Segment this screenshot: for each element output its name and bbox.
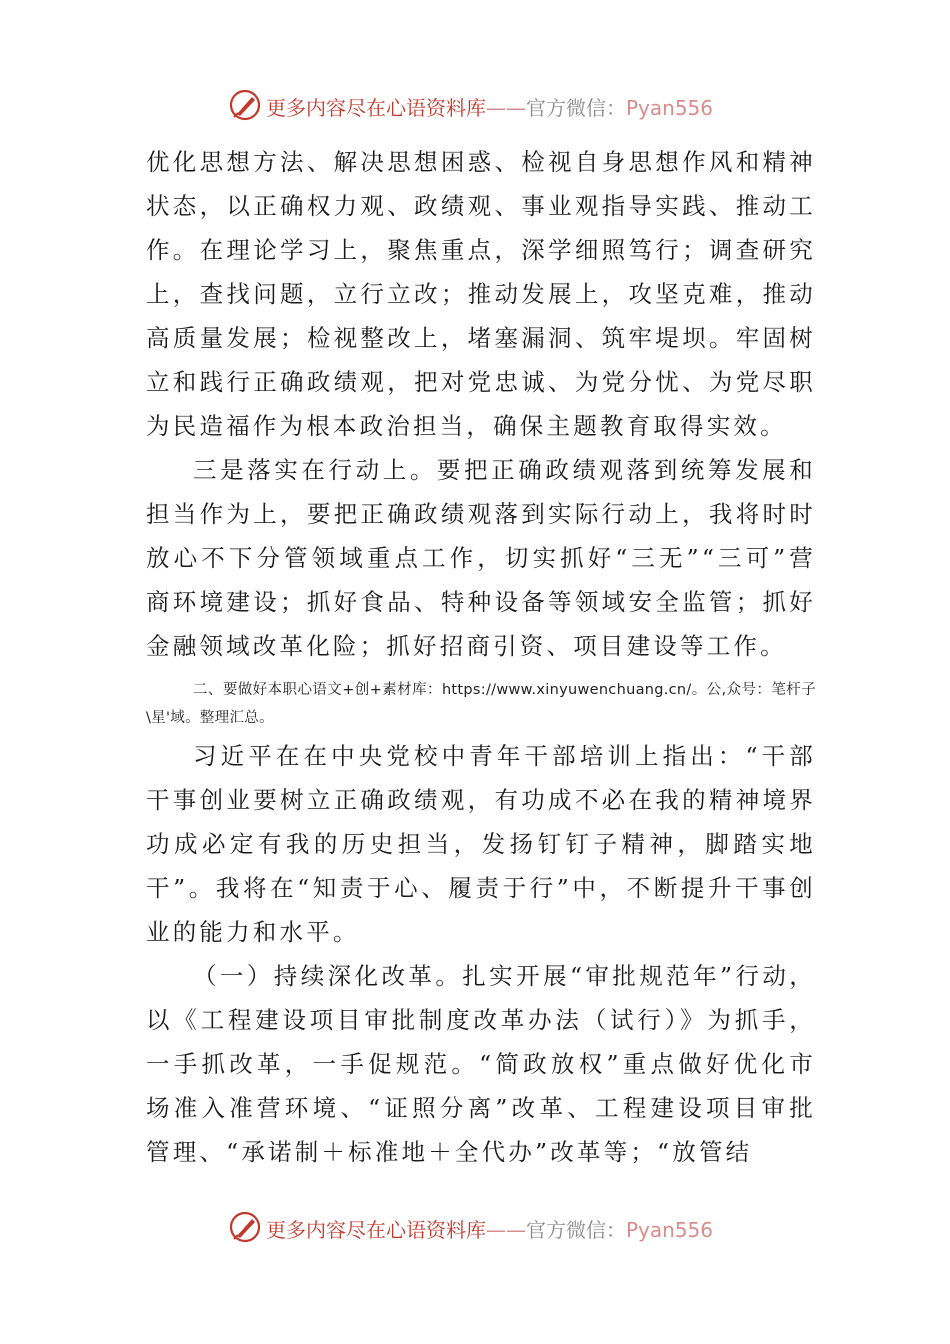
paragraph-4: （一）持续深化改革。扎实开展“审批规范年”行动，以《工程建设项目审批制度改革办法（试行）》为抓手，一手抓改革，一手促规范。“简政放权”重点做好优化市场准入准营环境、“证照分离”改革、工程建设项目审批管理、“承诺制＋标准地＋全代办”改革等；“放管结: [146, 962, 816, 1166]
watermark-banner-top: [0, 86, 950, 126]
document-body: [146, 140, 816, 1174]
paragraph-1: 优化思想方法、解决思想困惑、检视自身思想作风和精神状态，以正确权力观、政绩观、事业观指导实践、推动工作。在理论学习上，聚焦重点，深学细照笃行；调查研究上，查找问题，立行立改；推动发展上，攻坚克难，推动高质量发展；检视整改上，堵塞漏洞、筑牢堤坝。牢固树立和践行正确政绩观，把对党忠诚、为党分忧、为党尽职为民造福作为根本政治担当，确保主题教育取得实效。: [146, 148, 816, 440]
pen-circle-icon: [228, 1210, 262, 1244]
paragraph-2: 三是落实在行动上。要把正确政绩观落到统筹发展和担当作为上，要把正确政绩观落到实际行动上，我将时时放心不下分管领域重点工作，切实抓好“三无”“三可”营商环境建设；抓好食品、特种设备等领域安全监管；抓好金融领域改革化险；抓好招商引资、项目建设等工作。: [146, 456, 816, 660]
pen-circle-icon: [228, 88, 262, 122]
watermark-text: 更多内容尽在心语资料库——官方微信：Pyan556: [266, 96, 714, 120]
watermark-text: 更多内容尽在心语资料库——官方微信：Pyan556: [266, 1218, 714, 1242]
watermark-banner-bottom: [0, 1208, 950, 1248]
watermark-paragraph: 二、要做好本职心语文+创+素材库：https://www.xinyuwenchuang.cn/。公,众号：笔杆子\星'域。整理汇总。: [146, 682, 816, 726]
paragraph-3: 习近平在在中央党校中青年干部培训上指出：“干部干事创业要树立正确政绩观，有功成不必在我的精神境界功成必定有我的历史担当，发扬钉钉子精神，脚踏实地干”。我将在“知责于心、履责于行”中，不断提升干事创业的能力和水平。: [146, 742, 816, 946]
